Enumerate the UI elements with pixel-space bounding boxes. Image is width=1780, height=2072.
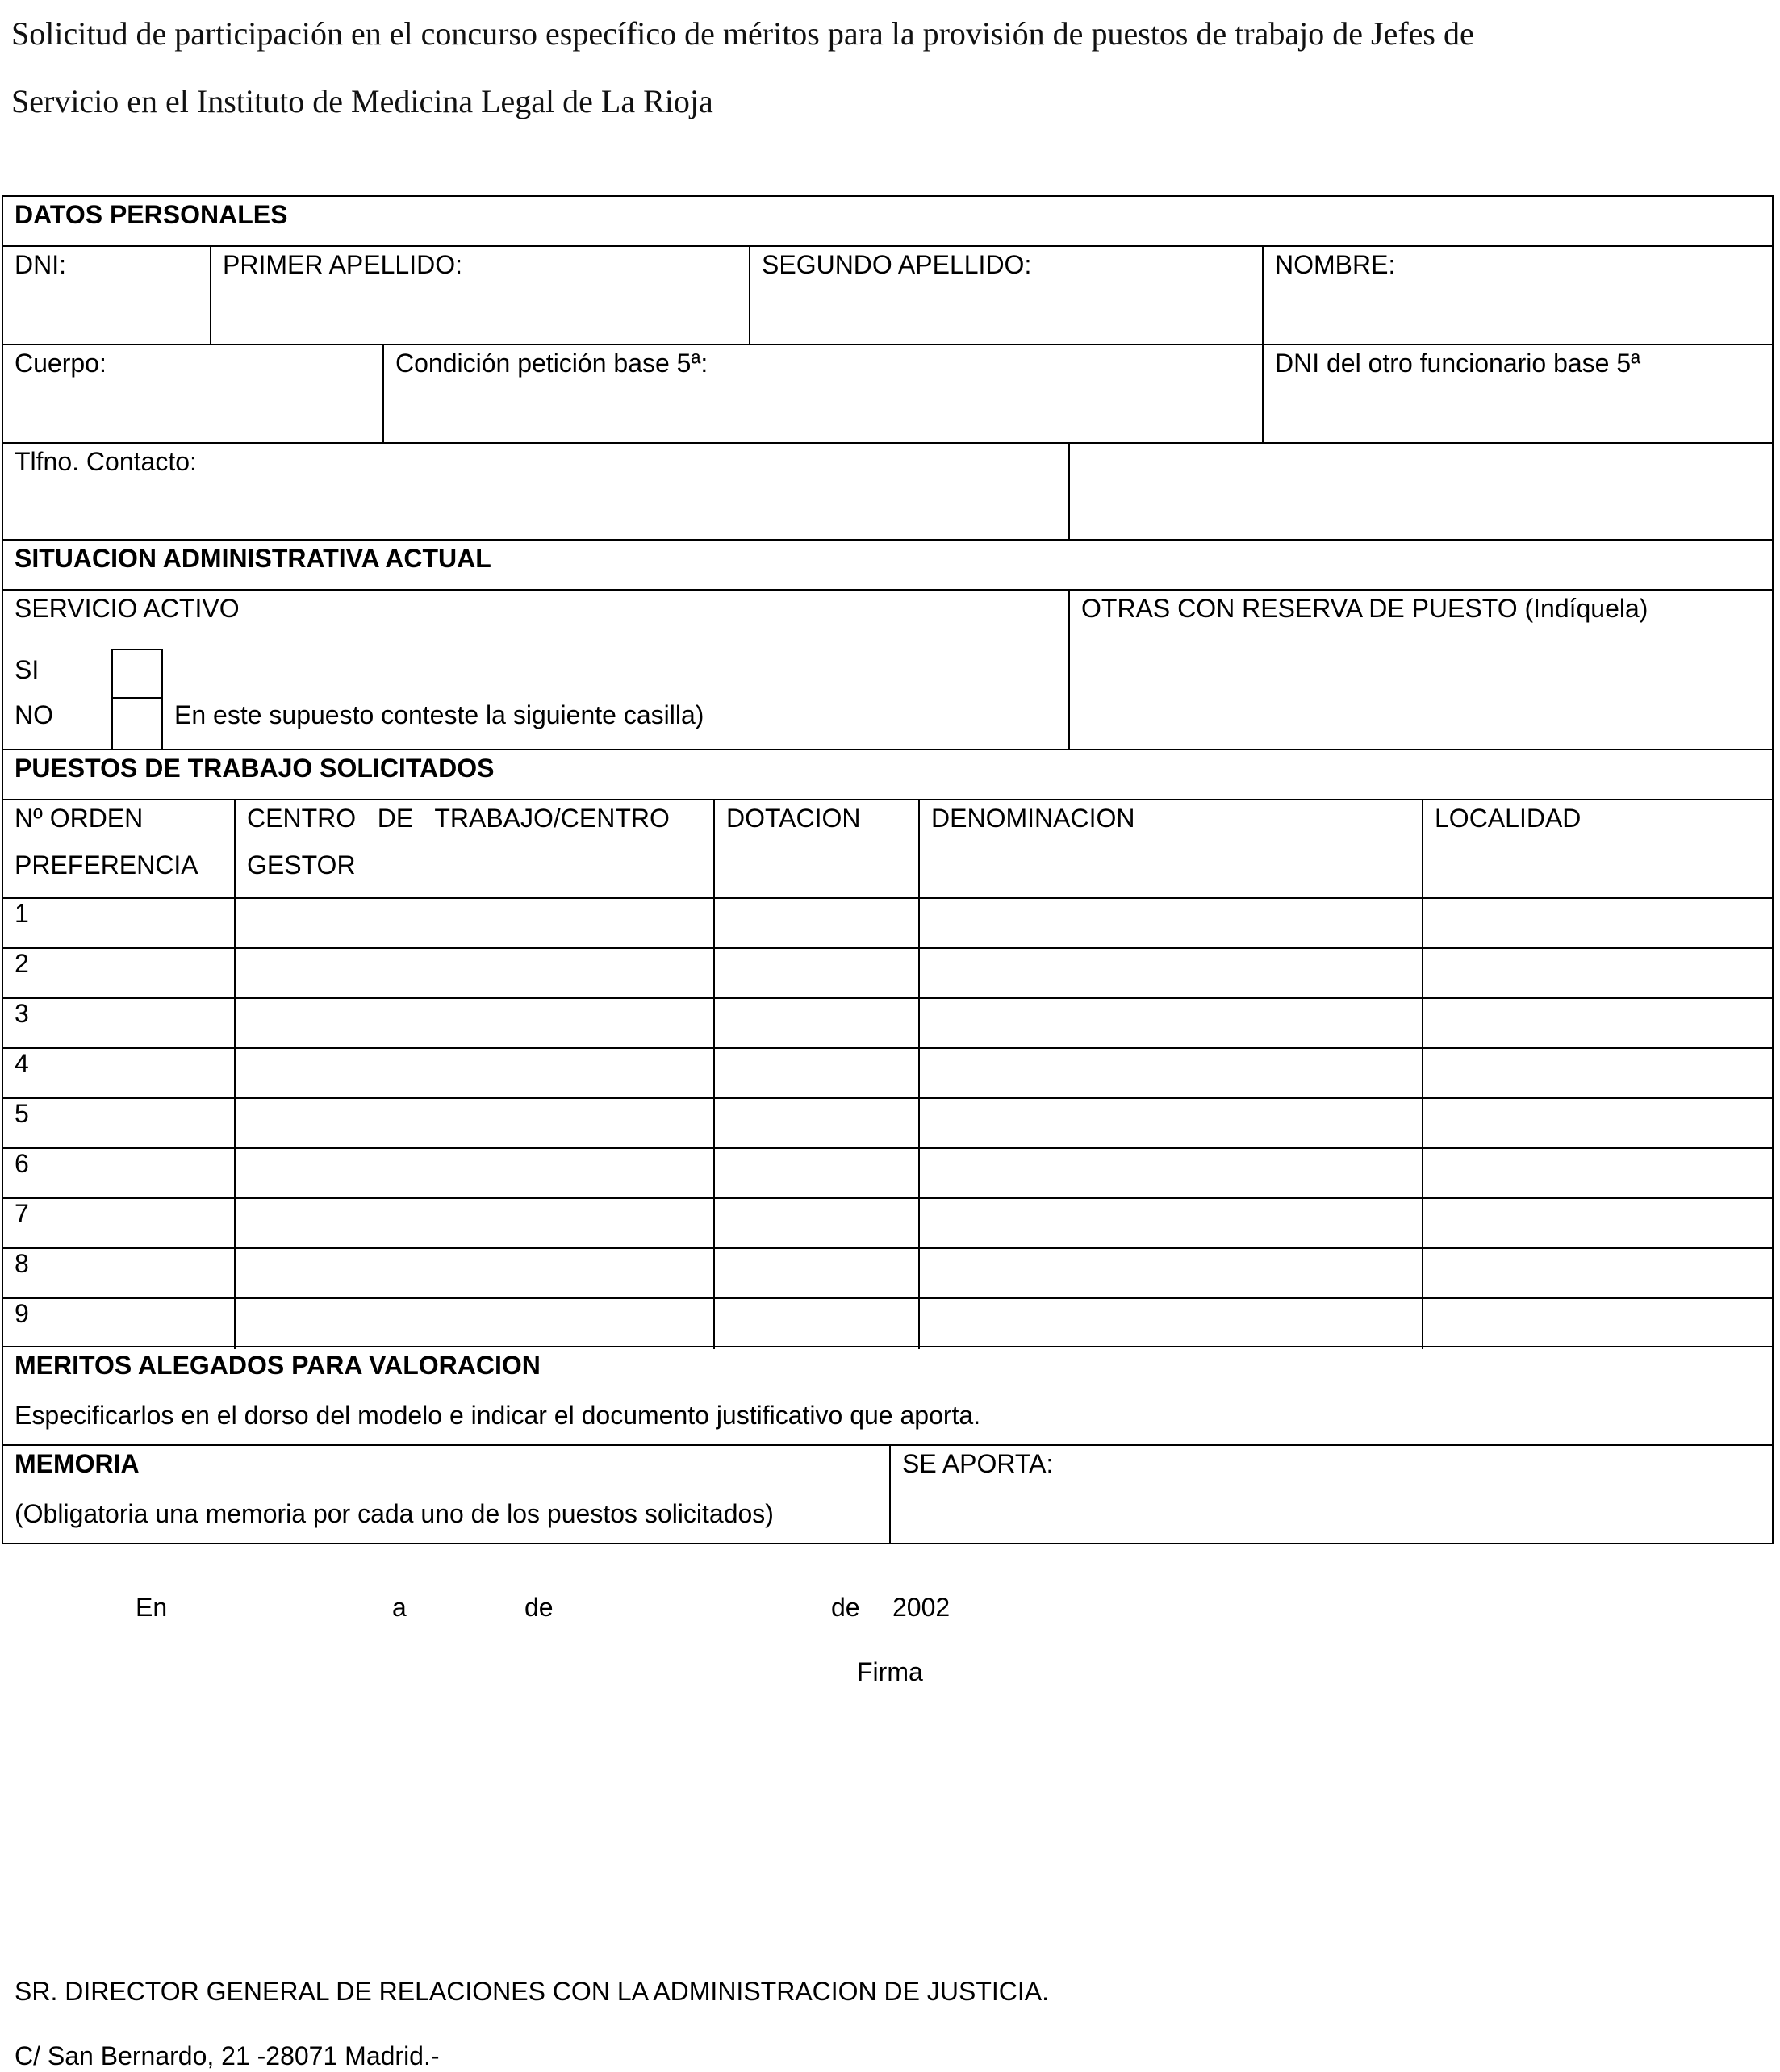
puesto-row-4-orden-cell bbox=[2, 1047, 236, 1099]
puestos-header bbox=[2, 749, 1774, 800]
puesto-row-3-localidad-cell[interactable] bbox=[1422, 997, 1774, 1049]
puesto-row-7-dotacion-cell[interactable] bbox=[713, 1197, 920, 1249]
puesto-row-4-denominacion-cell[interactable] bbox=[918, 1047, 1423, 1099]
puesto-row-1-orden-cell bbox=[2, 897, 236, 949]
puesto-row-9-orden-cell bbox=[2, 1297, 236, 1349]
dia-a-label: a bbox=[392, 1593, 407, 1622]
puesto-row-6-centro-cell[interactable] bbox=[234, 1147, 715, 1199]
si-label: SI bbox=[15, 655, 40, 684]
puesto-row-8-localidad-cell[interactable] bbox=[1422, 1247, 1774, 1299]
puesto-row-number: 4 bbox=[15, 1049, 29, 1078]
puesto-row-number: 5 bbox=[15, 1099, 29, 1128]
no-label: NO bbox=[15, 700, 53, 729]
col-localidad-label: LOCALIDAD bbox=[1435, 804, 1582, 833]
puesto-row-3-centro-cell[interactable] bbox=[234, 997, 715, 1049]
puesto-row-3-denominacion-cell[interactable] bbox=[918, 997, 1423, 1049]
puesto-row-5-dotacion-cell[interactable] bbox=[713, 1097, 920, 1149]
puesto-row-number: 9 bbox=[15, 1299, 29, 1328]
col-denominacion-header bbox=[918, 799, 1423, 899]
puesto-row-8-centro-cell[interactable] bbox=[234, 1247, 715, 1299]
datos-personales-heading: DATOS PERSONALES bbox=[15, 200, 288, 229]
puesto-row-1-localidad-cell[interactable] bbox=[1422, 897, 1774, 949]
puesto-row-6-orden-cell bbox=[2, 1147, 236, 1199]
col-localidad-header bbox=[1422, 799, 1774, 899]
no-checkbox[interactable] bbox=[111, 697, 163, 750]
puesto-row-6-denominacion-cell[interactable] bbox=[918, 1147, 1423, 1199]
nombre-label: NOMBRE: bbox=[1275, 250, 1396, 279]
segundo-apellido-field[interactable] bbox=[749, 245, 1264, 345]
puesto-row-5-denominacion-cell[interactable] bbox=[918, 1097, 1423, 1149]
dni-otro-label: DNI del otro funcionario base 5ª bbox=[1275, 349, 1640, 378]
puesto-row-2-denominacion-cell[interactable] bbox=[918, 947, 1423, 999]
puesto-row-6-dotacion-cell[interactable] bbox=[713, 1147, 920, 1199]
puesto-row-1-denominacion-cell[interactable] bbox=[918, 897, 1423, 949]
puesto-row-number: 2 bbox=[15, 949, 29, 978]
telefono-label: Tlfno. Contacto: bbox=[15, 447, 197, 476]
lugar-en-label: En bbox=[136, 1593, 168, 1622]
meritos-block bbox=[2, 1346, 1774, 1446]
puesto-row-9-localidad-cell[interactable] bbox=[1422, 1297, 1774, 1349]
addressee: SR. DIRECTOR GENERAL DE RELACIONES CON LA ADMINISTRACION DE JUSTICIA. bbox=[15, 1977, 1050, 2006]
col-orden-line-1: Nº ORDEN bbox=[15, 804, 144, 833]
puesto-row-2-dotacion-cell[interactable] bbox=[713, 947, 920, 999]
puesto-row-number: 3 bbox=[15, 999, 29, 1028]
puesto-row-number: 1 bbox=[15, 899, 29, 928]
memoria-heading: MEMORIA bbox=[15, 1449, 140, 1478]
puesto-row-3-orden-cell bbox=[2, 997, 236, 1049]
puesto-row-3-dotacion-cell[interactable] bbox=[713, 997, 920, 1049]
puestos-heading: PUESTOS DE TRABAJO SOLICITADOS bbox=[15, 754, 495, 783]
form-title bbox=[11, 0, 1770, 136]
segundo-apellido-label: SEGUNDO APELLIDO: bbox=[762, 250, 1032, 279]
col-dotacion-label: DOTACION bbox=[726, 804, 861, 833]
datos-personales-header bbox=[2, 195, 1774, 247]
primer-apellido-field[interactable] bbox=[210, 245, 750, 345]
otras-reserva-field[interactable] bbox=[1068, 589, 1774, 750]
condicion-label: Condición petición base 5ª: bbox=[395, 349, 708, 378]
puesto-row-8-denominacion-cell[interactable] bbox=[918, 1247, 1423, 1299]
form-title-line-2: Servicio en el Instituto de Medicina Legal de La Rioja bbox=[11, 83, 713, 119]
mes-de-label: de bbox=[524, 1593, 554, 1622]
puesto-row-7-denominacion-cell[interactable] bbox=[918, 1197, 1423, 1249]
puesto-row-number: 6 bbox=[15, 1149, 29, 1178]
puesto-row-4-centro-cell[interactable] bbox=[234, 1047, 715, 1099]
meritos-heading: MERITOS ALEGADOS PARA VALORACION bbox=[15, 1351, 541, 1380]
puesto-row-number: 7 bbox=[15, 1199, 29, 1228]
puesto-row-number: 8 bbox=[15, 1249, 29, 1278]
col-orden-line-2: PREFERENCIA bbox=[15, 850, 198, 879]
puesto-row-1-dotacion-cell[interactable] bbox=[713, 897, 920, 949]
telefono-extra-field[interactable] bbox=[1068, 442, 1774, 541]
puesto-row-5-orden-cell bbox=[2, 1097, 236, 1149]
cuerpo-field[interactable] bbox=[2, 344, 384, 444]
anio-de-label: de bbox=[831, 1593, 860, 1622]
dni-otro-field[interactable] bbox=[1262, 344, 1774, 444]
puesto-row-5-localidad-cell[interactable] bbox=[1422, 1097, 1774, 1149]
address: C/ San Bernardo, 21 -28071 Madrid.- bbox=[15, 2041, 440, 2070]
puesto-row-1-centro-cell[interactable] bbox=[234, 897, 715, 949]
puesto-row-7-orden-cell bbox=[2, 1197, 236, 1249]
nombre-field[interactable] bbox=[1262, 245, 1774, 345]
puesto-row-2-centro-cell[interactable] bbox=[234, 947, 715, 999]
puesto-row-2-localidad-cell[interactable] bbox=[1422, 947, 1774, 999]
servicio-activo-label: SERVICIO ACTIVO bbox=[15, 594, 240, 623]
puesto-row-9-denominacion-cell[interactable] bbox=[918, 1297, 1423, 1349]
dni-label: DNI: bbox=[15, 250, 66, 279]
puesto-row-9-dotacion-cell[interactable] bbox=[713, 1297, 920, 1349]
situacion-header bbox=[2, 539, 1774, 591]
meritos-text: Especificarlos en el dorso del modelo e indicar el documento justificativo que aporta. bbox=[15, 1401, 981, 1430]
cuerpo-label: Cuerpo: bbox=[15, 349, 107, 378]
form-title-line-1: Solicitud de participación en el concurso específico de méritos para la provisión de puestos de trabajo de Jefes de bbox=[11, 15, 1474, 52]
puesto-row-4-localidad-cell[interactable] bbox=[1422, 1047, 1774, 1099]
memoria-text: (Obligatoria una memoria por cada uno de los puestos solicitados) bbox=[15, 1499, 774, 1528]
condicion-field[interactable] bbox=[382, 344, 1264, 444]
puesto-row-9-centro-cell[interactable] bbox=[234, 1297, 715, 1349]
col-centro-line-2: GESTOR bbox=[247, 850, 356, 879]
no-note: En este supuesto conteste la siguiente casilla) bbox=[174, 700, 704, 729]
puesto-row-7-localidad-cell[interactable] bbox=[1422, 1197, 1774, 1249]
col-centro-line-1: CENTRO DE TRABAJO/CENTRO bbox=[247, 804, 670, 833]
si-checkbox[interactable] bbox=[111, 649, 163, 699]
telefono-field[interactable] bbox=[2, 442, 1070, 541]
dni-field[interactable] bbox=[2, 245, 211, 345]
puesto-row-8-orden-cell bbox=[2, 1247, 236, 1299]
col-centro-header bbox=[234, 799, 715, 899]
col-orden-header bbox=[2, 799, 236, 899]
puesto-row-8-dotacion-cell[interactable] bbox=[713, 1247, 920, 1299]
firma-label: Firma bbox=[857, 1657, 923, 1686]
puesto-row-4-dotacion-cell[interactable] bbox=[713, 1047, 920, 1099]
col-dotacion-header bbox=[713, 799, 920, 899]
situacion-heading: SITUACION ADMINISTRATIVA ACTUAL bbox=[15, 544, 491, 573]
otras-reserva-label: OTRAS CON RESERVA DE PUESTO (Indíquela) bbox=[1081, 594, 1648, 623]
puesto-row-5-centro-cell[interactable] bbox=[234, 1097, 715, 1149]
primer-apellido-label: PRIMER APELLIDO: bbox=[223, 250, 462, 279]
puesto-row-6-localidad-cell[interactable] bbox=[1422, 1147, 1774, 1199]
se-aporta-field[interactable] bbox=[889, 1444, 1774, 1544]
puesto-row-2-orden-cell bbox=[2, 947, 236, 999]
puesto-row-7-centro-cell[interactable] bbox=[234, 1197, 715, 1249]
anio-value: 2002 bbox=[892, 1593, 951, 1622]
col-denominacion-label: DENOMINACION bbox=[931, 804, 1135, 833]
se-aporta-label: SE APORTA: bbox=[902, 1449, 1054, 1478]
memoria-block bbox=[2, 1444, 891, 1544]
